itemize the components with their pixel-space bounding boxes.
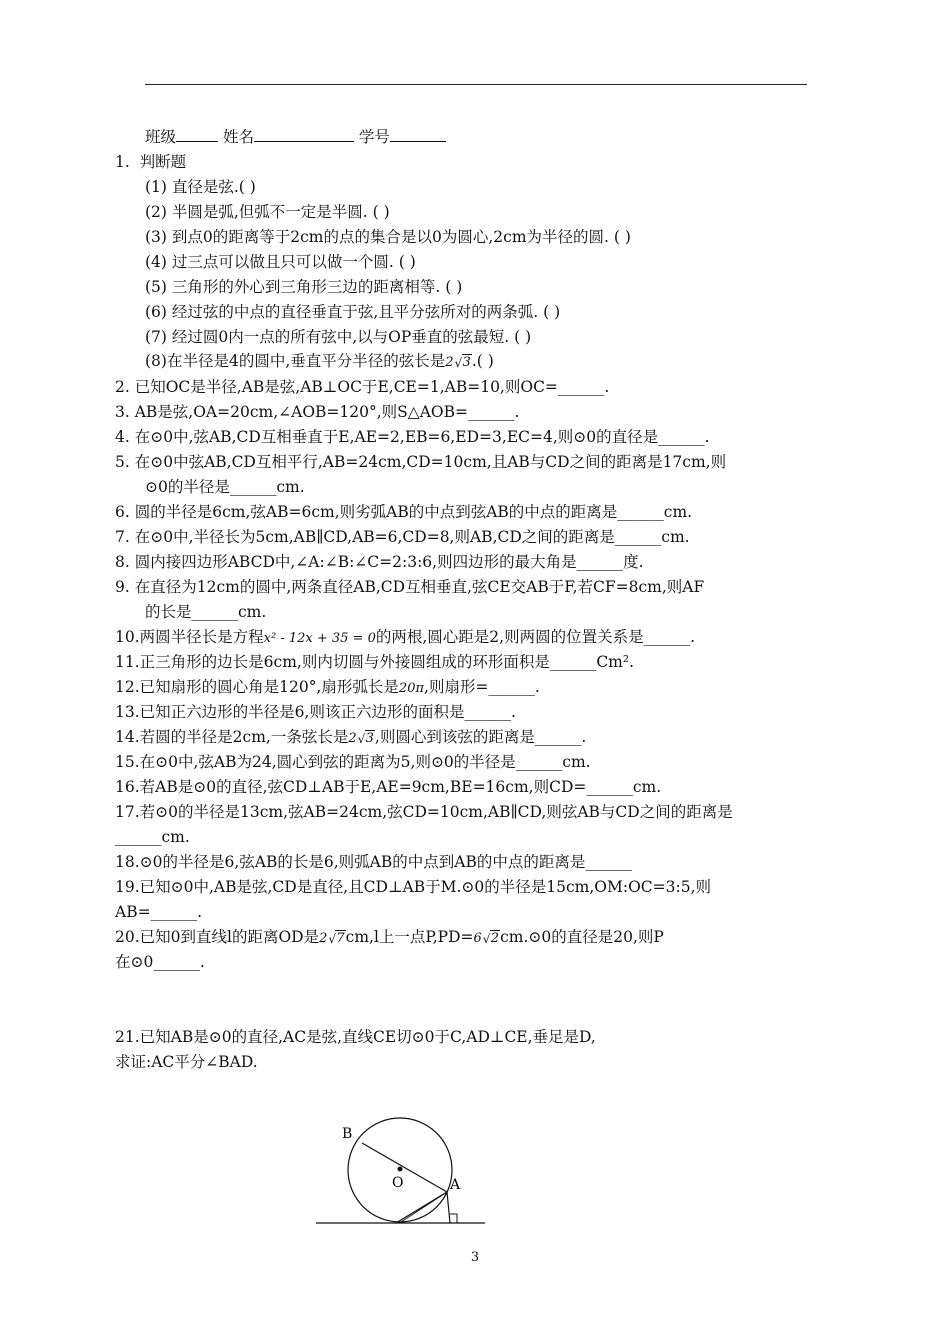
name-blank — [254, 127, 354, 142]
question-9-line-2: 的长是______cm. — [145, 603, 267, 621]
question-5-line-1: 5. 在⊙0中弦AB,CD互相平行,AB=24cm,CD=10cm,且AB与CD之间的距离是17cm,则 — [115, 453, 727, 471]
question-19-line-2: AB=______. — [115, 903, 202, 921]
question-14-text: 14.若圆的半径是2cm,一条弦长是 — [115, 728, 349, 746]
q1-item-5: (5) 三角形的外心到三角形三边的距离相等. ( ) — [145, 278, 463, 296]
question-20-text: 20.已知0到直线l的距离OD是 — [115, 928, 320, 946]
question-11: 11.正三角形的边长是6cm,则内切圆与外接圆组成的环形面积是______Cm². — [115, 653, 635, 671]
sqrt-coefficient: 2 — [445, 355, 454, 370]
sqrt-radical: √ 7 — [328, 931, 345, 946]
question-18: 18.⊙0的半径是6,弦AB的长是6,则弧AB的中点到AB的中点的距离是______ — [115, 853, 632, 871]
question-13: 13.已知正六边形的半径是6,则该正六边形的面积是______. — [115, 703, 516, 721]
student-info-line — [145, 127, 446, 147]
question-17-line-2: ______cm. — [115, 828, 190, 846]
question-20-mid: cm,l上一点P,PD= — [345, 928, 474, 946]
center-point — [398, 1167, 403, 1172]
sqrt-radical: √ 3 — [454, 355, 471, 370]
sqrt-coefficient: 6 — [473, 931, 482, 946]
label-a: A — [450, 1177, 461, 1193]
chord-ac-inner — [401, 1192, 447, 1222]
question-8: 8. 圆内接四边形ABCD中,∠A:∠B:∠C=2:3:6,则四边形的最大角是______度. — [115, 553, 644, 571]
arc-length-value: 20π — [398, 681, 425, 696]
sqrt-radical: √ 3 — [357, 731, 374, 746]
id-label: 学号 — [358, 128, 390, 146]
q1-item-2: (2) 半圆是弧,但弧不一定是半圆. ( ) — [145, 203, 390, 221]
question-20-tail: cm.⊙0的直径是20,则P — [500, 928, 664, 946]
header-rule — [145, 84, 807, 85]
quadratic-equation: x² - 12x + 35 = 0 — [263, 631, 376, 646]
label-b: B — [342, 1126, 353, 1142]
question-10 — [115, 627, 695, 649]
q1-item-8-text: (8)在半径是4的圆中,垂直平分半径的弦长是 — [145, 352, 446, 370]
question-12-tail: ,则扇形=______. — [424, 678, 540, 696]
question-21-line-2: 求证:AC平分∠BAD. — [115, 1053, 258, 1071]
question-3: 3. AB是弦,OA=20cm,∠AOB=120°,则S△AOB=______. — [115, 403, 520, 421]
diameter-ab — [362, 1143, 447, 1192]
sqrt-coefficient: 2 — [348, 731, 357, 746]
question-9-line-1: 9. 在直径为12cm的圆中,两条直径AB,CD互相垂直,弦CE交AB于F,若CF=8cm,则AF — [115, 578, 705, 596]
id-blank — [390, 127, 446, 142]
question-12 — [115, 677, 540, 699]
question-4: 4. 在⊙0中,弦AB,CD互相垂直于E,AE=2,EB=6,ED=3,EC=4,则⊙0的直径是______. — [115, 428, 710, 446]
question-12-text: 12.已知扇形的圆心角是120°,扇形弧长是 — [115, 678, 399, 696]
question-14-tail: ,则圆心到该弦的距离是______. — [374, 728, 587, 746]
q1-title: 判断题 — [139, 153, 187, 171]
class-label: 班级 — [145, 128, 177, 146]
question-15: 15.在⊙0中,弦AB为24,圆心到弦的距离为5,则⊙0的半径是______cm. — [115, 753, 591, 771]
q1-item-6: (6) 经过弦的中点的直径垂直于弦,且平分弦所对的两条弧. ( ) — [145, 303, 561, 321]
q1-item-3: (3) 到点0的距离等于2cm的点的集合是以0为圆心,2cm为半径的圆. ( ) — [145, 228, 631, 246]
q1-heading — [115, 152, 186, 172]
question-6: 6. 圆的半径是6cm,弦AB=6cm,则劣弧AB的中点到弦AB的中点的距离是______cm. — [115, 503, 693, 521]
q1-item-1: (1) 直径是弦.( ) — [145, 178, 256, 196]
question-2: 2. 已知OC是半径,AB是弦,AB⊥OC于E,CE=1,AB=10,则OC=______. — [115, 378, 610, 396]
question-5-line-2: ⊙0的半径是______cm. — [145, 478, 305, 496]
question-19-line-1: 19.已知⊙0中,AB是弦,CD是直径,且CD⊥AB于M.⊙0的半径是15cm,OM:OC=3:5,则 — [115, 878, 712, 896]
q1-item-7: (7) 经过圆0内一点的所有弦中,以与OP垂直的弦最短. ( ) — [145, 328, 532, 346]
page-number: 3 — [470, 1250, 480, 1265]
label-o: O — [392, 1175, 404, 1191]
circle-tangent-figure — [300, 1110, 500, 1235]
question-14 — [115, 727, 586, 749]
q1-item-8-tail: .( ) — [471, 352, 494, 370]
sqrt-coefficient: 2 — [319, 931, 328, 946]
question-10-text: 10.两圆半径长是方程 — [115, 628, 264, 646]
question-20-line-1 — [115, 927, 664, 949]
question-16: 16.若AB是⊙0的直径,弦CD⊥AB于E,AE=9cm,BE=16cm,则CD=______cm. — [115, 778, 662, 796]
question-7: 7. 在⊙0中,半径长为5cm,AB∥CD,AB=6,CD=8,则AB,CD之间的距离是______cm. — [115, 528, 690, 546]
q1-item-8 — [145, 351, 494, 373]
question-20-line-2: 在⊙0______. — [115, 953, 205, 971]
perpendicular-ad — [447, 1192, 450, 1223]
name-label: 姓名 — [222, 128, 254, 146]
sqrt-radical: √ 2 — [482, 931, 500, 946]
q1-number: 1. — [115, 153, 130, 171]
question-10-tail: 的两根,圆心距是2,则两圆的位置关系是______. — [375, 628, 696, 646]
q1-item-4: (4) 过三点可以做且只可以做一个圆. ( ) — [145, 253, 416, 271]
question-21-line-1: 21.已知AB是⊙0的直径,AC是弦,直线CE切⊙0于C,AD⊥CE,垂足是D, — [115, 1028, 596, 1046]
question-17-line-1: 17.若⊙0的半径是13cm,弦AB=24cm,弦CD=10cm,AB∥CD,则弦AB与CD之间的距离是 — [115, 803, 733, 821]
class-blank — [176, 127, 218, 142]
right-angle-mark — [450, 1214, 457, 1223]
